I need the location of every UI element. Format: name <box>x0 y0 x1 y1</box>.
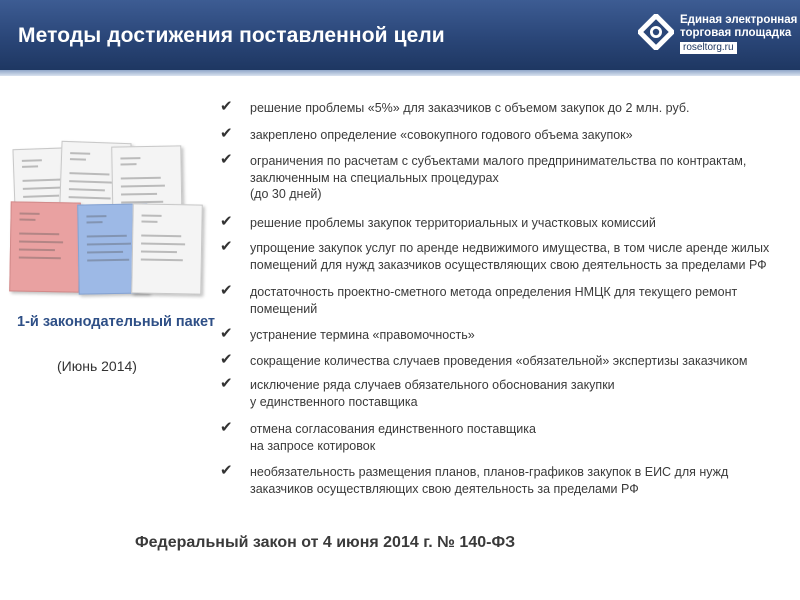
list-item-line: ограничения по расчетам с субъектами малого предпринимательства по контрактам, <box>250 154 747 168</box>
package-date-label: (Июнь 2014) <box>57 358 137 374</box>
checkmark-icon: ✔ <box>220 125 233 142</box>
list-item-line: помещений для нужд заказчиков осуществляющих свою деятельность за пределами РФ <box>250 257 767 272</box>
checkmark-icon: ✔ <box>220 351 233 368</box>
checkmark-icon: ✔ <box>220 151 233 168</box>
legislative-package-label: 1-й законодательный пакет <box>17 314 215 330</box>
list-item-line: заключенным на специальных процедурах <box>250 170 499 185</box>
list-item-line: (до 30 дней) <box>250 187 322 201</box>
checkmark-icon: ✔ <box>220 213 233 230</box>
law-reference: Федеральный закон от 4 июня 2014 г. № 140-ФЗ <box>135 534 516 551</box>
list-item-line: закреплено определение «совокупного годового объема закупок» <box>250 128 633 142</box>
logo-text-line2: торговая площадка <box>680 27 792 39</box>
checkmark-icon: ✔ <box>220 238 233 255</box>
list-item-line: у единственного поставщика <box>250 394 418 409</box>
checkmark-icon: ✔ <box>220 419 233 436</box>
list-item-line: решение проблемы закупок территориальных и участковых комиссий <box>250 216 656 230</box>
checkmark-icon: ✔ <box>220 282 233 299</box>
checkmark-icon: ✔ <box>220 462 233 479</box>
list-item-line: решение проблемы «5%» для заказчиков с объемом закупок до 2 млн. руб. <box>250 101 690 115</box>
list-item-line: устранение термина «правомочность» <box>250 328 475 342</box>
list-item-line: на запросе котировок <box>250 438 376 453</box>
list-item-line: отмена согласования единственного поставщика <box>250 422 536 436</box>
list-item-line: заказчиков осуществляющих свою деятельность за пределами РФ <box>250 481 639 496</box>
header-bar <box>0 0 800 70</box>
list-item-line: сокращение количества случаев проведения «обязательной» экспертизы заказчиком <box>250 354 748 368</box>
list-item-line: исключение ряда случаев обязательного обоснования закупки <box>250 378 615 392</box>
list-item-line: помещений <box>250 301 318 316</box>
list-item-line: упрощение закупок услуг по аренде недвижимого имущества, в том числе аренде жилых <box>250 241 770 255</box>
page-title: Методы достижения поставленной цели <box>18 24 445 47</box>
checkmark-icon: ✔ <box>220 325 233 342</box>
roseltorg-logo[interactable] <box>638 12 798 60</box>
document-stack-illustration <box>8 140 188 305</box>
list-item-line: достаточность проектно-сметного метода определения НМЦК для текущего ремонт <box>250 285 738 299</box>
checkmark-icon: ✔ <box>220 375 233 392</box>
list-item-line: необязательность размещения планов, планов-графиков закупок в ЕИС для нужд <box>250 465 729 479</box>
checkmark-icon: ✔ <box>220 98 233 115</box>
logo-text-line1: Единая электронная <box>680 14 798 26</box>
roseltorg-logo-icon <box>638 14 674 50</box>
logo-domain: roseltorg.ru <box>680 42 737 54</box>
document-page <box>131 203 203 294</box>
document-page <box>9 201 81 292</box>
header-divider <box>0 70 800 76</box>
